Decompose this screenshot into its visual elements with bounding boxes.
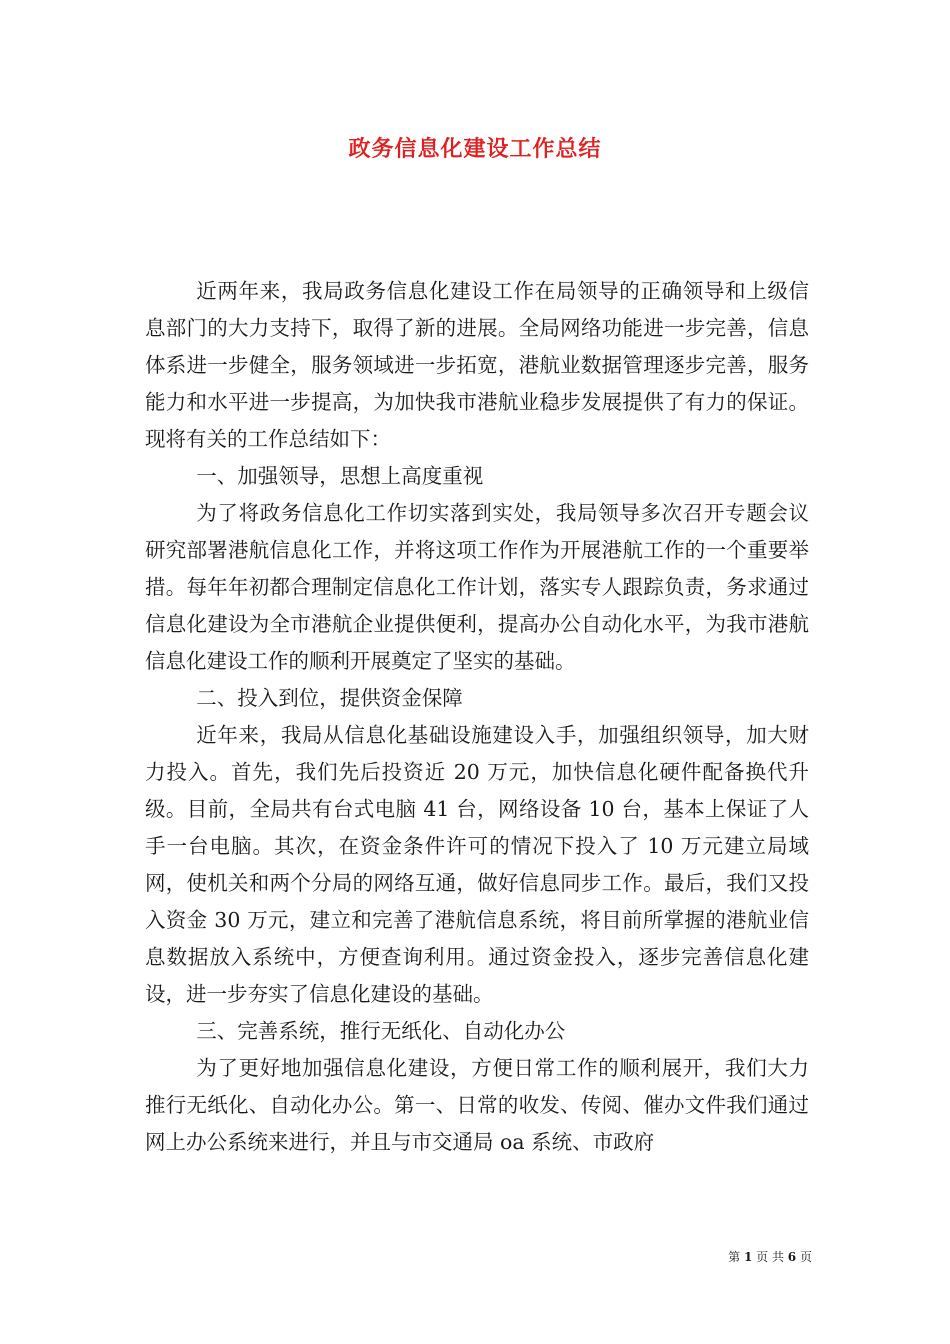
page-number-footer [728, 1248, 812, 1265]
current-page-number: 1 [743, 1250, 753, 1264]
section-heading-2: 二、投入到位，提供资金保障 [196, 686, 463, 710]
paragraph-section-2: 近年来，我局从信息化基础设施建设入手，加强组织领导，加大财力投入。首先，我们先后投资近 20 万元，加快信息化硬件配备换代升级。目前，全局共有台式电脑 41 台，网络设备 10 台，基本上保证了人手一台电脑。其次，在资金条件许可的情况下投入了 10 万元建立局域网，使机关和两个分局的网络互通，做好信息同步工作。最后，我们又投入资金 30 万元，建立和完善了港航信息系统，将目前所掌握的港航业信息数据放入系统中，方便查询利用。通过资金投入，逐步完善信息化建设，进一步夯实了信息化建设的基础。 [145, 723, 809, 1006]
page-middle: 页 共 [756, 1250, 784, 1264]
document-body [145, 273, 809, 1161]
document-title: 政务信息化建设工作总结 [348, 137, 602, 162]
page-prefix: 第 [728, 1250, 741, 1264]
paragraph-section-3: 为了更好地加强信息化建设，方便日常工作的顺利展开，我们大力推行无纸化、自动化办公。第一、日常的收发、传阅、催办文件我们通过网上办公系统来进行，并且与市交通局 oa 系统、市政府 [145, 1056, 809, 1154]
paragraph-intro: 近两年来，我局政务信息化建设工作在局领导的正确领导和上级信息部门的大力支持下，取得了新的进展。全局网络功能进一步完善，信息体系进一步健全，服务领域进一步拓宽，港航业数据管理逐步完善，服务能力和水平进一步提高，为加快我市港航业稳步发展提供了有力的保证。现将有关的工作总结如下： [145, 279, 809, 451]
page-suffix: 页 [799, 1250, 812, 1264]
section-heading-3: 三、完善系统，推行无纸化、自动化办公 [196, 1019, 566, 1043]
total-pages-number: 6 [787, 1250, 797, 1264]
paragraph-section-1: 为了将政务信息化工作切实落到实处，我局领导多次召开专题会议研究部署港航信息化工作，并将这项工作作为开展港航工作的一个重要举措。每年年初都合理制定信息化工作计划，落实专人跟踪负责，务求通过信息化建设为全市港航企业提供便利，提高办公自动化水平，为我市港航信息化建设工作的顺利开展奠定了坚实的基础。 [145, 501, 809, 673]
section-heading-1: 一、加强领导，思想上高度重视 [196, 464, 484, 488]
